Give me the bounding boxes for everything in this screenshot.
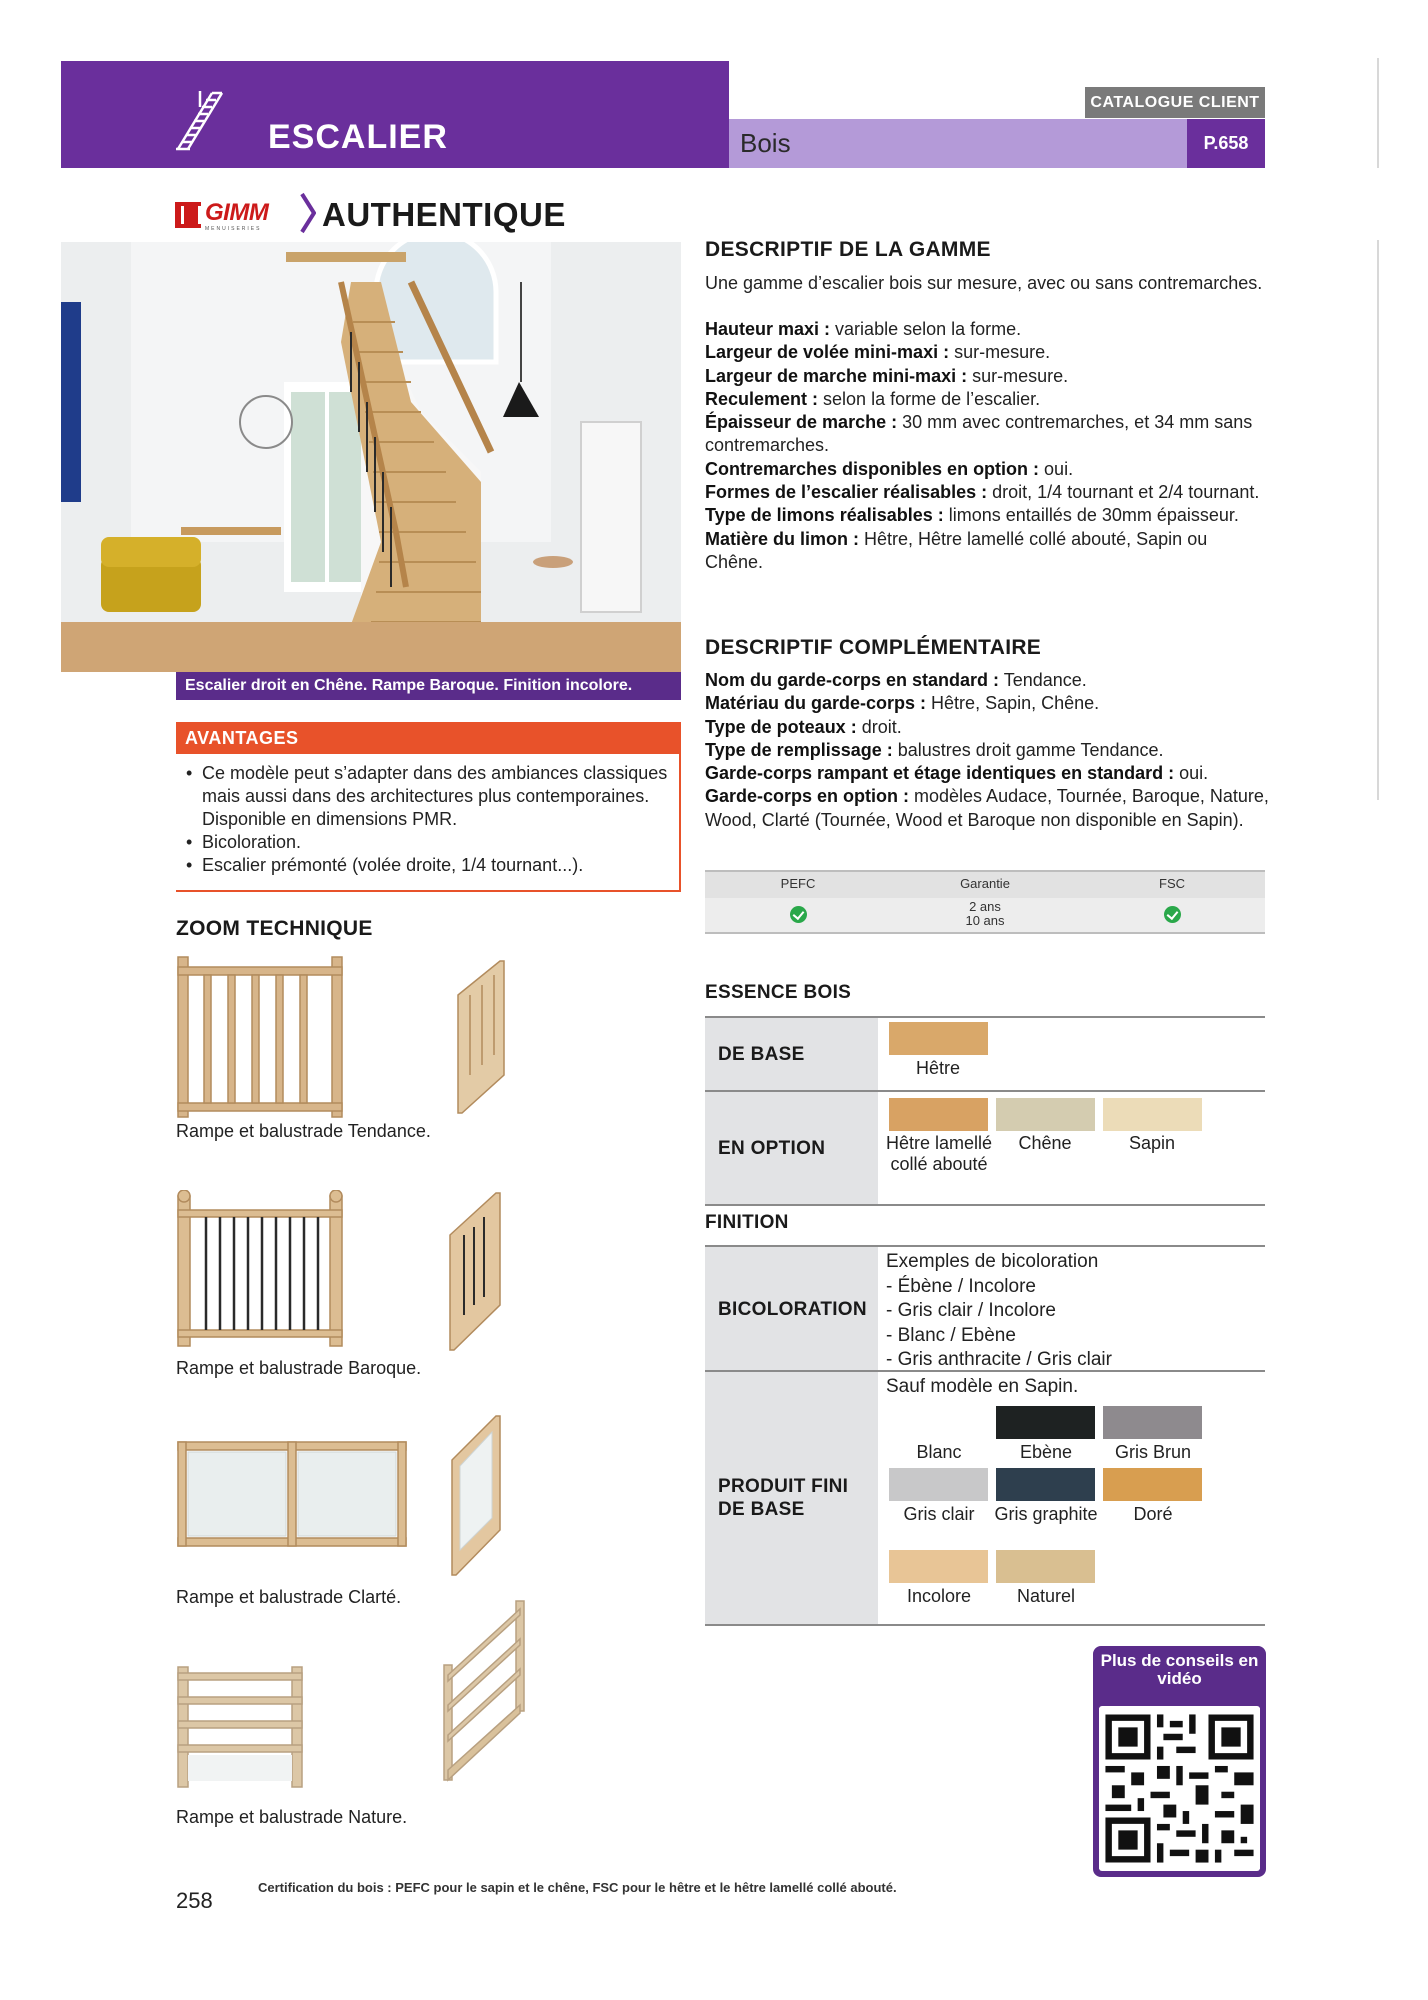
spec-value: oui. xyxy=(1174,763,1209,784)
spec-line xyxy=(705,318,1270,341)
spec-label: Hauteur maxi : xyxy=(705,319,831,339)
edge-divider xyxy=(1377,240,1379,800)
table-row xyxy=(705,898,1265,934)
bicolor-label: BICOLORATION xyxy=(718,1299,867,1320)
swatch-label: Hêtre lamellé collé abouté xyxy=(885,1133,993,1174)
spec-line xyxy=(705,365,1270,388)
spec-value: variable selon la forme. xyxy=(830,319,1022,339)
list-item: • Ce modèle peut s’adapter dans des ambiances classiques mais aussi dans des architectures plus contemporaines. Disponible en dimensions PMR. xyxy=(184,762,669,831)
complement-title: DESCRIPTIF COMPLÉMENTAIRE xyxy=(705,636,1042,659)
bicolor-line: - Ébène / Incolore xyxy=(886,1275,1036,1297)
zoom-caption: Rampe et balustrade Nature. xyxy=(176,1807,408,1827)
finish-swatch xyxy=(1103,1406,1202,1439)
finish-swatch xyxy=(996,1468,1095,1501)
check-icon xyxy=(1164,906,1181,923)
spec-value: Hêtre, Sapin, Chêne. xyxy=(926,693,1100,714)
finish-swatch xyxy=(996,1550,1095,1583)
spec-label: Garde-corps rampant et étage identiques en standard : xyxy=(705,763,1175,784)
finish-swatch-label: Doré xyxy=(1133,1504,1173,1524)
video-promo-title: Plus de conseils en vidéo xyxy=(1100,1651,1259,1688)
zoom-caption: Rampe et balustrade Tendance. xyxy=(176,1121,431,1141)
spec-value: Hêtre, Hêtre lamellé collé abouté, Sapin ou Chêne. xyxy=(705,528,1208,572)
spec-line xyxy=(705,716,1270,739)
range-specs xyxy=(705,318,1270,574)
spec-line xyxy=(705,528,1270,575)
swatch-hetre-lamelle xyxy=(889,1098,988,1131)
photo-caption: Escalier droit en Chêne. Rampe Baroque. Finition incolore. xyxy=(176,672,681,700)
product-label-line: DE BASE xyxy=(718,1499,805,1520)
swatch-sapin xyxy=(1103,1098,1202,1131)
railing-nature-side-image xyxy=(440,1595,530,1785)
complement-specs xyxy=(705,669,1270,832)
table-divider xyxy=(705,1204,1265,1206)
spec-label: Épaisseur de marche : xyxy=(705,412,898,433)
railing-baroque-image xyxy=(176,1190,346,1350)
spec-value: modèles Audace, Tournée, Baroque, Nature, Wood, Clarté (Tournée, Wood et Baroque non disponible en Sapin). xyxy=(705,786,1269,830)
finish-swatch-label: Ebène xyxy=(1019,1442,1073,1462)
product-name: AUTHENTIQUE xyxy=(322,196,566,233)
railing-tendance-side-image xyxy=(452,955,512,1120)
spec-line xyxy=(705,669,1270,692)
zoom-caption: Rampe et balustrade Baroque. xyxy=(176,1358,422,1378)
bicolor-line: - Gris clair / Incolore xyxy=(886,1300,1056,1321)
catalog-label: CATALOGUE CLIENT xyxy=(1085,87,1265,118)
spec-value: Tendance. xyxy=(999,670,1087,690)
spec-label: Matériau du garde-corps : xyxy=(705,693,927,714)
logo-mark-icon xyxy=(175,202,201,228)
edge-divider xyxy=(1377,58,1379,168)
zoom-technique-title: ZOOM TECHNIQUE xyxy=(176,917,373,940)
spec-line xyxy=(705,785,1270,832)
railing-tendance-image xyxy=(176,955,346,1120)
bicolor-line: - Blanc / Ebène xyxy=(886,1324,1016,1346)
spec-value: droit, 1/4 tournant et 2/4 tournant. xyxy=(987,482,1260,503)
logo-text: GIMM xyxy=(205,199,269,226)
spec-line xyxy=(705,762,1270,785)
railing-clarte-image xyxy=(176,1440,408,1550)
zoom-caption: Rampe et balustrade Clarté. xyxy=(176,1587,402,1607)
list-item: • Escalier prémonté (volée droite, 1/4 tournant...). xyxy=(184,854,669,877)
qr-code-icon[interactable] xyxy=(1099,1706,1260,1871)
finish-swatch-label: Naturel xyxy=(1016,1586,1076,1606)
table-divider xyxy=(705,1624,1265,1626)
certification-table xyxy=(705,870,1265,934)
finish-swatch-label: Gris Brun xyxy=(1114,1442,1192,1462)
spec-value: sur-mesure. xyxy=(949,342,1051,363)
spec-label: Formes de l’escalier réalisables : xyxy=(705,482,988,503)
category-bar xyxy=(729,119,1187,168)
page-reference: P.658 xyxy=(1187,119,1265,168)
railing-clarte-side-image xyxy=(446,1410,506,1580)
spec-value: sur-mesure. xyxy=(967,365,1069,386)
swatch-label: Chêne xyxy=(1018,1133,1072,1153)
check-icon xyxy=(790,906,807,923)
table-header-row xyxy=(705,870,1265,898)
spec-label: Garde-corps en option : xyxy=(705,786,910,807)
spec-line xyxy=(705,481,1270,504)
bicolor-examples xyxy=(886,1250,1112,1373)
spec-value: oui. xyxy=(1039,458,1074,479)
bicolor-line: Exemples de bicoloration xyxy=(886,1251,1099,1272)
warranty-line: 10 ans xyxy=(965,913,1005,928)
spec-label: Largeur de volée mini-maxi : xyxy=(705,342,950,363)
spec-line xyxy=(705,692,1270,715)
spec-label: Type de poteaux : xyxy=(705,716,857,737)
product-note: Sauf modèle en Sapin. xyxy=(886,1376,1079,1397)
header-pefc: PEFC xyxy=(780,876,816,891)
staircase-icon xyxy=(172,85,228,155)
spec-label: Type de remplissage : xyxy=(705,739,893,760)
spec-label: Contremarches disponibles en option : xyxy=(705,458,1040,479)
spec-label: Matière du limon : xyxy=(705,528,860,549)
range-title: DESCRIPTIF DE LA GAMME xyxy=(705,238,991,261)
spec-label: Type de limons réalisables : xyxy=(705,505,944,526)
header-fsc: FSC xyxy=(1159,876,1185,891)
essence-title: ESSENCE BOIS xyxy=(705,982,852,1003)
base-label: DE BASE xyxy=(718,1044,805,1065)
spec-value: 30 mm avec contremarches, et 34 mm sans contremarches. xyxy=(705,412,1253,456)
spec-line xyxy=(705,388,1270,411)
advantages-list xyxy=(176,754,681,892)
railing-nature-image xyxy=(176,1665,304,1790)
finish-swatch xyxy=(889,1468,988,1501)
finish-swatch xyxy=(1103,1468,1202,1501)
page-title: ESCALIER xyxy=(268,118,448,156)
spec-value: balustres droit gamme Tendance. xyxy=(892,739,1164,760)
spec-value: droit. xyxy=(856,716,902,737)
spec-line xyxy=(705,341,1270,364)
finish-swatch-label: Blanc xyxy=(916,1442,962,1462)
spec-value: limons entaillés de 30mm épaisseur. xyxy=(943,505,1239,526)
logo-subtext: MENUISERIES xyxy=(205,226,262,232)
certification-footnote: Certification du bois : PEFC pour le sapin et le chêne, FSC pour le hêtre et le hêtre lamellé collé abouté. xyxy=(258,1880,897,1895)
finish-swatch xyxy=(996,1406,1095,1439)
advantages-title: AVANTAGES xyxy=(176,722,681,754)
category-label: Bois xyxy=(740,128,791,158)
spec-value: selon la forme de l’escalier. xyxy=(818,388,1041,409)
bicolor-line: - Gris anthracite / Gris clair xyxy=(886,1349,1112,1370)
list-item: • Bicoloration. xyxy=(184,831,669,854)
product-label xyxy=(718,1475,848,1521)
finish-swatch xyxy=(889,1550,988,1583)
swatch-chene xyxy=(996,1098,1095,1131)
finish-swatch-label: Gris clair xyxy=(903,1504,975,1524)
product-label-line: PRODUIT FINI xyxy=(718,1476,849,1497)
finish-swatch-label: Incolore xyxy=(906,1586,972,1606)
spec-line xyxy=(705,739,1270,762)
product-photo xyxy=(61,242,681,672)
warranty-line: 2 ans xyxy=(969,899,1001,914)
option-label: EN OPTION xyxy=(718,1138,826,1159)
swatch-hetre xyxy=(889,1022,988,1055)
swatch-label: Sapin xyxy=(1128,1133,1176,1153)
swatch-label: Hêtre xyxy=(915,1058,960,1078)
finish-swatch xyxy=(889,1406,988,1439)
chevron-right-icon xyxy=(300,192,316,234)
spec-label: Largeur de marche mini-maxi : xyxy=(705,365,968,386)
page-number: 258 xyxy=(176,1888,213,1913)
spec-label: Nom du garde-corps en standard : xyxy=(705,670,1000,690)
brand-logo xyxy=(175,198,285,232)
spec-line xyxy=(705,411,1270,458)
range-intro: Une gamme d’escalier bois sur mesure, avec ou sans contremarches. xyxy=(705,273,1263,293)
railing-baroque-side-image xyxy=(446,1185,506,1355)
spec-line xyxy=(705,458,1270,481)
header-garantie: Garantie xyxy=(960,876,1010,891)
spec-line xyxy=(705,504,1270,527)
finition-title: FINITION xyxy=(705,1212,789,1233)
spec-label: Reculement : xyxy=(705,388,819,409)
finish-swatch-label: Gris graphite xyxy=(994,1504,1098,1524)
